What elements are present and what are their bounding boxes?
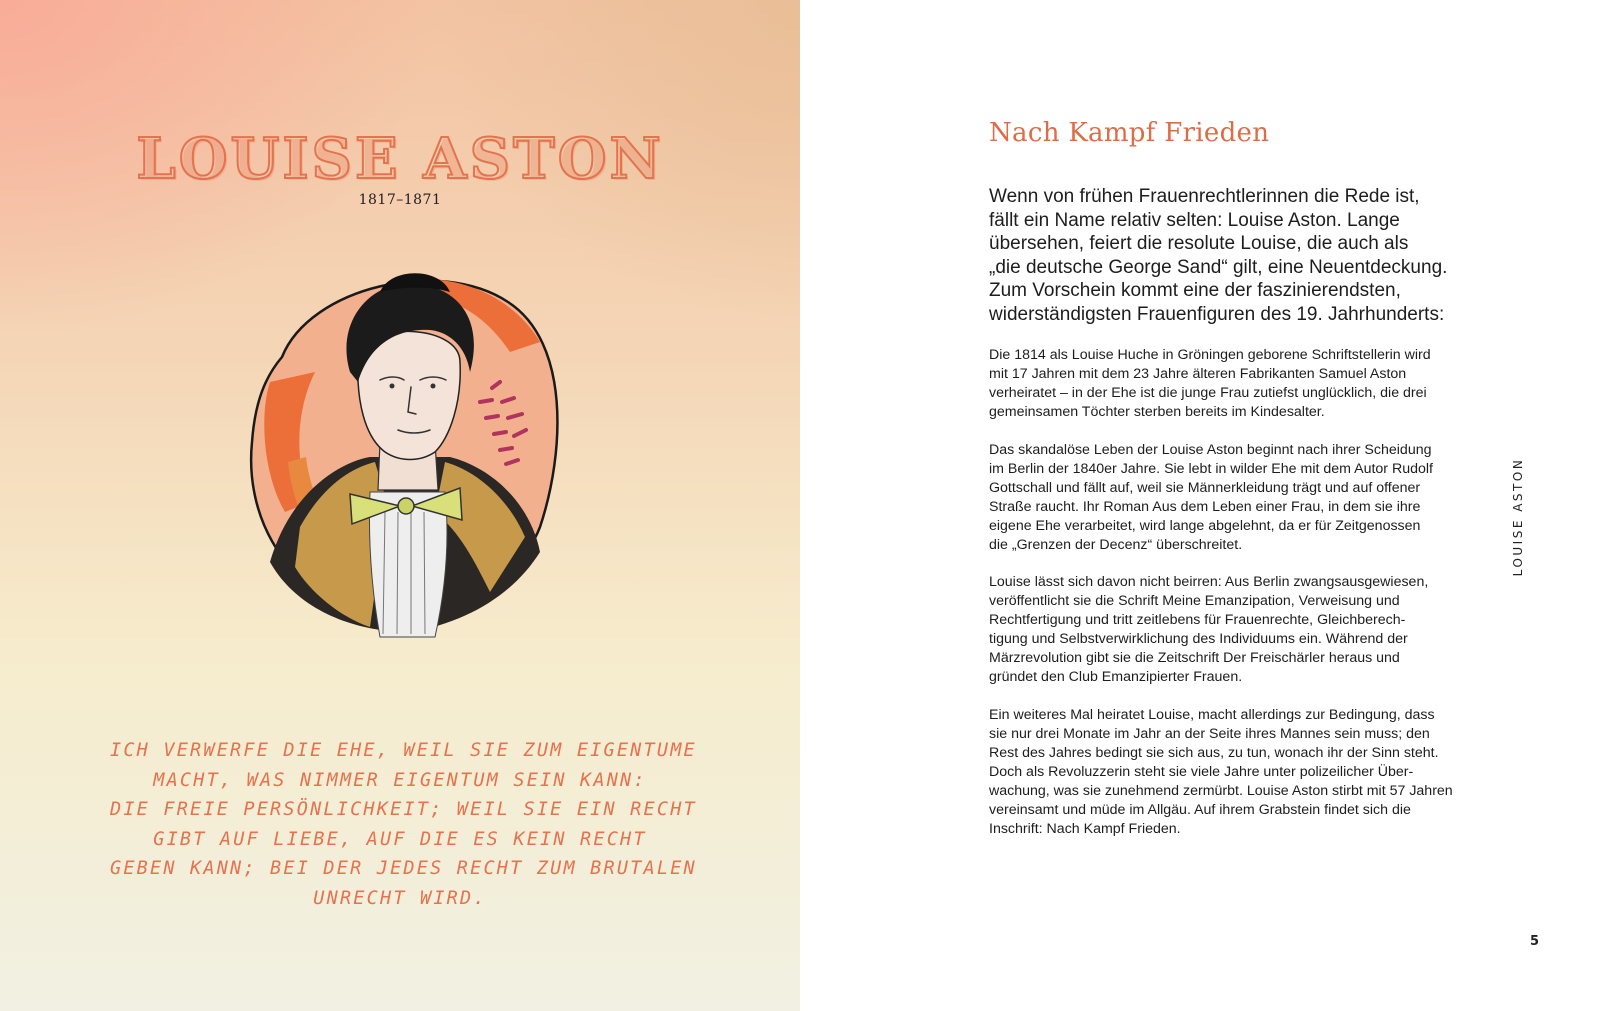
quote-line: GEBEN KANN; BEI DER JEDES RECHT ZUM BRUTALEN	[110, 858, 697, 879]
body-line: Louise lässt sich davon nicht beirren: Aus Berlin zwangsausgewiesen,	[989, 574, 1429, 590]
quote-block	[110, 736, 697, 913]
body-line: Rechtfertigung und tritt zeitlebens für Frauenrechte, Gleichberech-	[989, 612, 1406, 628]
body-line: im Berlin der 1840er Jahre. Sie lebt in wilder Ehe mit dem Autor Rudolf	[989, 461, 1433, 477]
running-head	[1509, 452, 1527, 582]
lead-line: Wenn von frühen Frauenrechtlerinnen die Rede ist,	[989, 186, 1420, 207]
right-page	[800, 0, 1600, 1011]
portrait-name-title: LOUISE ASTON	[136, 126, 664, 192]
body-line: Das skandalöse Leben der Louise Aston beginnt nach ihrer Scheidung	[989, 442, 1432, 458]
body-line: Rest des Jahres bedingt sie sich aus, zu tun, wonach ihr der Sinn steht.	[989, 745, 1439, 761]
body-line: eigene Ehe verarbeitet, wird lange abgelehnt, da er für Zeitgenossen	[989, 518, 1421, 534]
life-years: 1817–1871	[358, 192, 442, 208]
quote-line: ICH VERWERFE DIE EHE, WEIL SIE ZUM EIGENTUME	[110, 740, 697, 761]
body-line: tigung und Selbstverwirklichung des Individuums ein. Während der	[989, 631, 1408, 647]
body-line: sie nur drei Monate im Jahr an der Seite ihres Mannes sein muss; den	[989, 726, 1430, 742]
body-line: Ein weiteres Mal heiratet Louise, macht allerdings zur Bedingung, dass	[989, 707, 1435, 723]
body-line: mit 17 Jahren mit dem 23 Jahre älteren Fabrikanten Samuel Aston	[989, 366, 1407, 382]
body-line: Die 1814 als Louise Huche in Gröningen geborene Schriftstellerin wird	[989, 347, 1431, 363]
section-heading: Nach Kampf Frieden	[989, 118, 1270, 148]
body-line: gründet den Club Emanzipierter Frauen.	[989, 669, 1243, 685]
lead-line: Zum Vorschein kommt eine der faszinierendsten,	[989, 280, 1401, 301]
body-line: verheiratet – in der Ehe ist die junge Frau zutiefst unglücklich, die drei	[989, 385, 1427, 401]
quote-line: MACHT, WAS NIMMER EIGENTUM SEIN KANN:	[153, 769, 647, 791]
body-line: vereinsamt und müde im Allgäu. Auf ihrem Grabstein findet sich die	[989, 802, 1411, 818]
lead-line: „die deutsche George Sand“ gilt, eine Neuentdeckung.	[989, 256, 1448, 278]
body-paragraph-3	[989, 573, 1479, 687]
body-line: Gottschall und fällt auf, weil sie Männerkleidung trägt und auf offener	[989, 480, 1421, 496]
quote-line: DIE FREIE PERSÖNLICHKEIT; WEIL SIE EIN RECHT	[110, 799, 697, 820]
body-line: die „Grenzen der Decenz“ überschreitet.	[989, 537, 1243, 553]
body-line: veröffentlicht sie die Schrift Meine Emanzipation, Verweisung und	[989, 593, 1400, 609]
lead-line: fällt ein Name relativ selten: Louise Aston. Lange	[989, 209, 1400, 231]
quote-line: GIBT AUF LIEBE, AUF DIE ES KEIN RECHT	[153, 828, 647, 850]
page-number: 5	[1530, 934, 1540, 949]
body-paragraph-2	[989, 441, 1479, 555]
running-head-text: LOUISE ASTON	[1511, 457, 1525, 577]
body-line: Märzrevolution gibt sie die Zeitschrift Der Freischärler heraus und	[989, 650, 1400, 666]
lead-paragraph	[989, 185, 1479, 326]
body-line: Straße raucht. Ihr Roman Aus dem Leben einer Frau, in dem sie ihre	[989, 499, 1421, 515]
body-paragraph-1	[989, 346, 1479, 422]
lead-line: widerständigsten Frauenfiguren des 19. Jahrhunderts:	[989, 303, 1445, 325]
portrait-illustration	[240, 262, 580, 672]
lead-line: übersehen, feiert die resolute Louise, die auch als	[989, 233, 1409, 254]
body-line: wachung, was sie zunehmend zermürbt. Louise Aston stirbt mit 57 Jahren	[989, 783, 1453, 799]
body-line: Inschrift: Nach Kampf Frieden.	[989, 821, 1181, 837]
body-line: Doch als Revoluzzerin steht sie viele Jahre unter polizeilicher Über-	[989, 764, 1414, 780]
quote-line: UNRECHT WIRD.	[313, 887, 487, 909]
body-paragraph-4	[989, 706, 1479, 839]
body-line: gemeinsamen Töchter sterben bereits im Kindesalter.	[989, 404, 1325, 420]
